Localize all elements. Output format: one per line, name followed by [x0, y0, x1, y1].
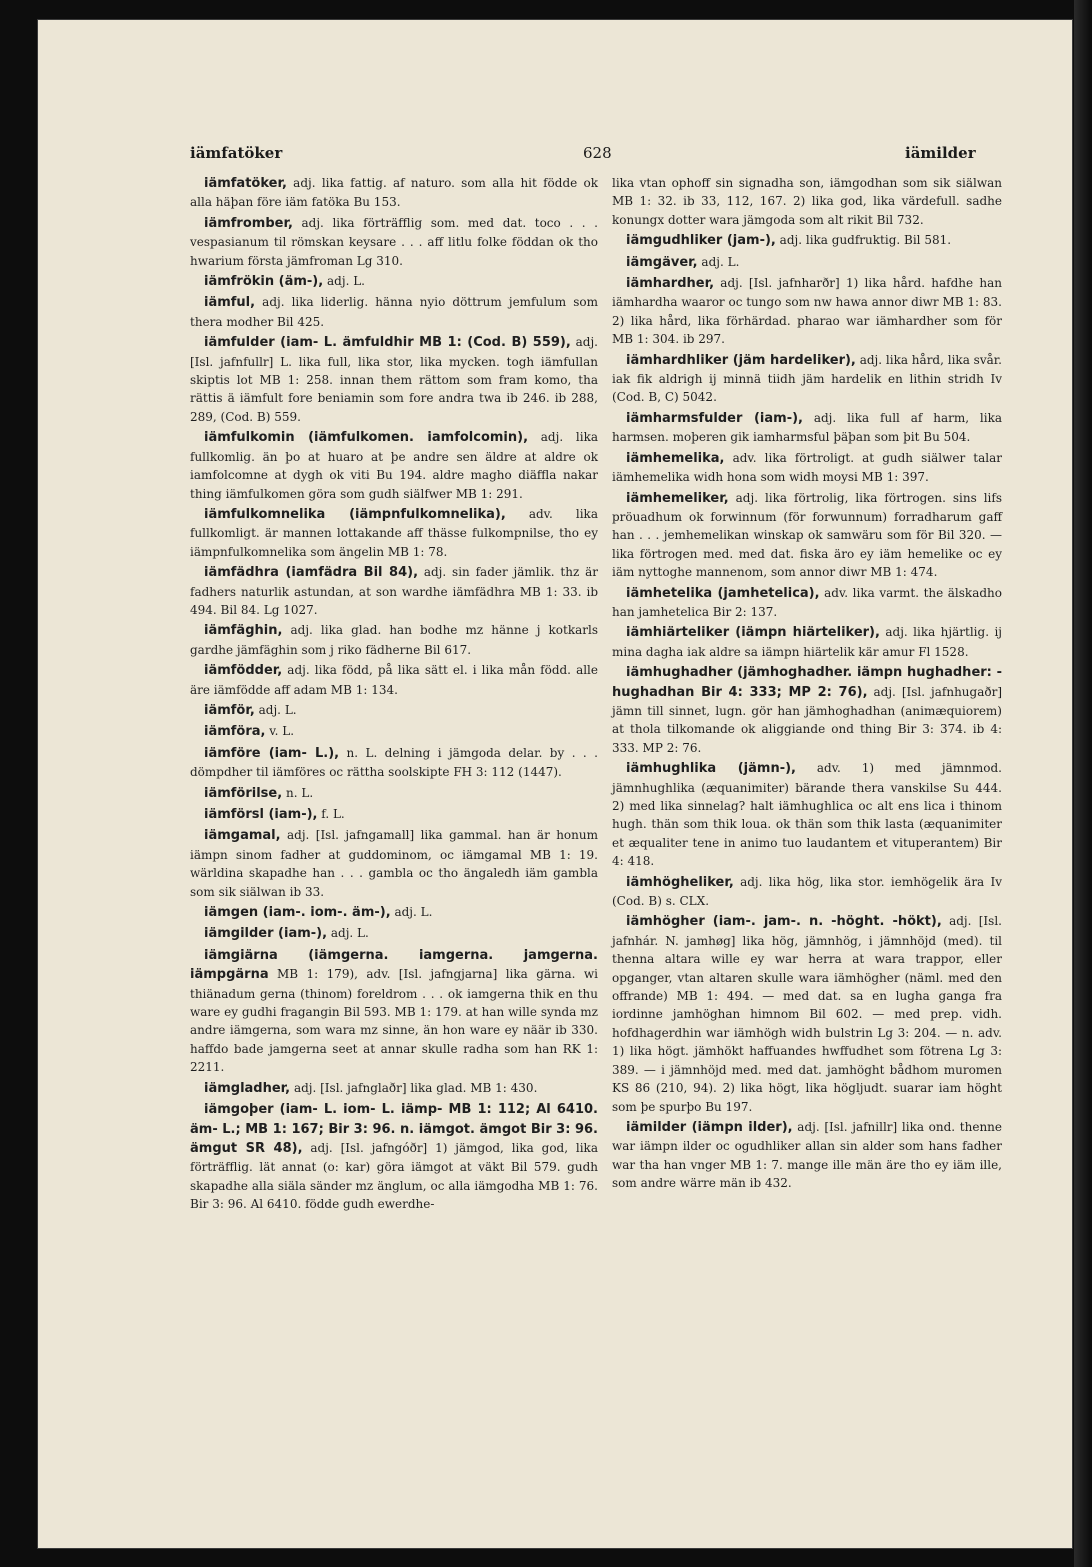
entry-body: adv. lika fullkomligt. är mannen lottakande aff thässe fulkompnilse, tho ey iämpnfulkomnelika som ängelin MB 1: 78.: [190, 506, 598, 559]
dictionary-entry: [190, 428, 598, 503]
entry-headword: iämharmsfulder (iam-),: [626, 410, 803, 426]
dictionary-entry: [612, 231, 1002, 250]
dictionary-entry: [612, 489, 1002, 582]
dictionary-entry: [190, 1079, 598, 1098]
entry-headword: iämfulder (iam- L. ämfuldhir MB 1: (Cod. B) 559),: [204, 335, 571, 351]
entry-headword: iämgäver,: [626, 254, 698, 270]
dictionary-entry: [612, 584, 1002, 622]
entry-body: n. L. delning i jämgoda delar. by . . . dömpdher til iämföres oc rättha soolskipte FH 3: 112 (1447).: [190, 745, 598, 780]
entry-body: f. L.: [317, 807, 345, 821]
entry-headword: iämfulkomnelika (iämpnfulkomnelika),: [204, 506, 506, 522]
entry-headword: iämfulkomin (iämfulkomen. iamfolcomin),: [204, 430, 529, 446]
dictionary-entry: [190, 946, 598, 1077]
entry-body: adv. lika varmt. the älskadho han jamhetelica Bir 2: 137.: [612, 585, 1002, 619]
entry-body: adj. sin fader jämlik. thz är fadhers naturlik astundan, at son wardhe iämfädhra MB 1: 33. ib 494. Bil 84. Lg 1027.: [190, 565, 598, 617]
entry-headword: iämgladher,: [204, 1080, 291, 1096]
dictionary-entry: [190, 805, 598, 824]
entry-body: adj. [Isl. jafnhugaðr] jämn till sinnet, lugn. gör han jämhoghadhan (animæquiorem) at thola tilkomande ok aliggiande ond thing Bir 3: 374. ib 4: 333. MP 2: 76.: [612, 684, 1003, 755]
entry-body: adj. L.: [327, 926, 369, 941]
entry-headword: iämgiärna (iämgerna. iamgerna. jamgerna. iämpgärna: [190, 947, 598, 983]
dictionary-entry: [190, 701, 598, 720]
dictionary-entry: [190, 293, 598, 331]
entry-headword: iämful,: [204, 295, 256, 311]
dictionary-entry: [190, 744, 598, 782]
entry-body: MB 1: 179), adv. [Isl. jafngjarna] lika gärna. wi thiänadum gerna (thinom) foreldrom . . . ok iamgerna thik en thu ware ey gudhi fragangin Bil 593. MB 1: 179. at han wille synda mz andre iämgerna, som wara mz sinne, än hon ware ey näär ib 330. haffdo bade jamgerna seet at annar skulle radha som han RK 1: 2211.: [190, 967, 598, 1075]
dictionary-entry: [612, 409, 1002, 447]
page-header: [0, 144, 1092, 166]
dictionary-entry: [190, 505, 598, 561]
entry-body: adj. [Isl. jafnharðr] 1) lika hård. hafdhe han iämhardha waaror oc tungo som nw hawa annor diwr MB 1: 83. 2) lika hård, lika förhärdad. pharao war iämhardher som för MB 1: 304. ib 297.: [612, 276, 1002, 347]
entry-body: adj. lika hård, lika svår. iak fik aldrigh ij minnä tiidh jäm hardelik en lithin stridh Iv (Cod. B, C) 5042.: [612, 352, 1002, 405]
dark-scan-border: [1074, 0, 1092, 1567]
entry-body: adj. lika hjärtlig. ij mina dagha iak aldre sa iämpn hiärtelik kär amur Fl 1528.: [612, 625, 1002, 659]
entry-headword: iämhemeliker,: [626, 490, 729, 506]
entry-headword: iämhiärteliker (iämpn hiärteliker),: [626, 625, 880, 641]
entry-body: adj. lika gudfruktig. Bil 581.: [775, 233, 952, 248]
dictionary-entry: [190, 784, 598, 803]
dictionary-entry: [190, 333, 598, 426]
entry-body: adj. L.: [697, 254, 740, 269]
left-column: [190, 174, 598, 1216]
entry-headword: iämhughadher (jämhoghadher. iämpn hughadher: -hughadhan Bir 4: 333; MP 2: 76),: [612, 665, 1002, 700]
dictionary-entry: [612, 174, 1002, 229]
entry-headword: iämhughlika (jämn-),: [626, 761, 796, 777]
entry-body: adj. lika fullkomlig. än þo at huaro at þe andre sen äldre at aldre ok iamfolcomne at dygh ok viti Bu 194. aldre magho diäffla nakar thing iämfulkomen göra som gudh siälfwer MB 1: 291.: [190, 430, 598, 501]
dictionary-entry: [190, 722, 598, 741]
entry-headword: iämförilse,: [204, 785, 283, 801]
entry-body: adj. L.: [254, 702, 297, 717]
dictionary-entry: [190, 621, 598, 659]
entry-headword: iämhemelika,: [626, 450, 725, 466]
entry-headword: iämföra,: [204, 724, 266, 740]
entry-body: adj. [Isl. jafngamall] lika gammal. han är honum iämpn sinom fadher at guddominom, oc iämgamal MB 1: 19. wärldina skapadhe han . . . gambla oc tho ängaledh iäm gambla som sik siälwan ib 33.: [190, 828, 598, 899]
entry-headword: iämfatöker,: [204, 176, 287, 191]
dictionary-entry: [612, 253, 1002, 272]
entry-body: adj. lika född, på lika sätt el. i lika mån född. alle äre iämfödde aff adam MB 1: 134.: [190, 663, 598, 697]
entry-body: adj. lika förtrolig, lika förtrogen. sins lifs pröuadhum ok forwinnum (för forwunnum) forradharum gaff han . . . jemhemelikan winskap ok samwäru som för Bil 320. — lika förtrogen med. med dat. fiska äro ey iäm hemelike oc ey iäm nyttoghe mannenom, som annor diwr MB 1: 474.: [612, 490, 1002, 580]
dictionary-entry: [612, 449, 1002, 487]
dictionary-entry: [612, 274, 1002, 349]
entry-headword: iämilder (iämpn ilder),: [626, 1119, 793, 1135]
dictionary-entry: [190, 826, 598, 901]
dictionary-entry: [190, 272, 598, 291]
entry-headword: iämfäghin,: [204, 623, 283, 639]
running-head-right: iämilder: [905, 144, 976, 162]
entry-headword: iämfrökin (äm-),: [204, 274, 324, 290]
entry-headword: iämgoþer (iam- L. iom- L. iämp- MB 1: 112; Al 6410. äm- L.; MB 1: 167; Bir 3: 96. n. iämgot. ämgot Bir 3: 96. ämgut SR 48),: [190, 1102, 598, 1156]
entry-body: adj. [Isl. jafnfullr] L. lika full, lika stor, lika mycken. togh iämfullan skiptis lot MB 1: 258. innan them rättom som fram komo, tha rättis ä iämfult fore beniamin som fore andra twa ib 246. ib 288, 289, (Cod. B) 559.: [190, 335, 598, 424]
dictionary-entry: [190, 903, 598, 922]
entry-body: adv. 1) med jämnmod. jämnhughlika (æquanimiter) bärande thera vanskilse Su 444. 2) med lika sinnelag? halt iämhughlica oc alt ens lica i thinom hugh. thän som thik loua. ok thän som thik lasta (æquanimiter et æqualiter tene in animo tuo laudantem et vituperantem) Bir 4: 418.: [612, 761, 1002, 869]
entry-headword: iämför,: [204, 702, 255, 718]
entry-body: adj. lika förträfflig som. med dat. toco . . . vespasianum til römskan keysare . . . aff litlu folke föddan ok tho hwarium första jämfroman Lg 310.: [190, 215, 598, 268]
dictionary-entry: [612, 663, 1002, 757]
dictionary-entry: [612, 351, 1002, 407]
entry-body: adj. [Isl. jafnglaðr] lika glad. MB 1: 430.: [290, 1080, 538, 1095]
entry-body: adj. lika fattig. af naturo. som alla hit födde ok alla häþan före iäm fatöka Bu 153.: [190, 176, 598, 210]
running-head-left: iämfatöker: [190, 144, 283, 162]
dictionary-entry: [612, 759, 1002, 870]
entry-headword: iämgilder (iam-),: [204, 926, 328, 942]
entry-body: adj. [Isl. jafngóðr] 1) jämgod, lika god, lika förträfflig. lät annat (o: kar) göra iämgot at väkt Bil 579. gudh skapadhe alla siäla sänder mz änglum, oc alla iämgodha MB 1: 76. Bir 3: 96. Al 6410. födde gudh ewerdhe-: [190, 1140, 598, 1212]
entry-body: v. L.: [265, 724, 295, 739]
entry-headword: iämhögheliker,: [626, 874, 734, 890]
dictionary-entry: [612, 912, 1002, 1115]
entry-headword: iämfromber,: [204, 215, 293, 231]
right-column: [612, 174, 1002, 1195]
entry-headword: iämgamal,: [204, 828, 281, 844]
entry-body: adj. lika glad. han bodhe mz hänne j kotkarls gardhe jämfäghin som j riko fädherne Bil 617.: [190, 623, 598, 657]
entry-body: adj. lika hög, lika stor. iemhögelik ära Iv (Cod. B) s. CLX.: [612, 874, 1002, 909]
entry-body: lika vtan ophoff sin signadha son, iämgodhan som sik siälwan MB 1: 32. ib 33, 112, 167. 2) lika god, lika värdefull. sadhe konungx dotter wara jämgoda som alt rikit Bil 732.: [612, 176, 1002, 227]
dictionary-entry: [612, 873, 1002, 911]
entry-headword: iämförsl (iam-),: [204, 807, 318, 822]
entry-headword: iämhögher (iam-. jam-. n. -höght. -hökt),: [626, 914, 942, 930]
entry-headword: iämfädhra (iamfädra Bil 84),: [204, 565, 419, 581]
entry-headword: iämgen (iam-. iom-. äm-),: [204, 905, 391, 921]
dictionary-entry: [190, 174, 598, 212]
entry-headword: iämfödder,: [204, 663, 283, 679]
entry-body: adj. [Isl. jafnhár. N. jamhøg] lika hög, jämnhög, i jämnhöjd (med). til thenna altara wille ey war herra at wara trappor, eller opganger, vtan altaren skulle wara iämhögher (näml. med den offrande) MB 1: 494. — med dat. sa en lugha ganga fra iordinne jamhöghan himnom Bil 602. — med prep. vidh. hofdhagerdhin war iämhögh widh bulstrin Lg 3: 204. — n. adv. 1) lika högt. jämhökt haffuandes hwffudhet som fötrena Lg 3: 389. — i jämnhöjd med. med dat. jamhöght bådhom muromen KS 86 (210, 94). 2) lika högt, lika högljudt. suarar iam höght som þe spurþo Bu 197.: [612, 914, 1002, 1114]
page-number: 628: [583, 144, 612, 162]
entry-headword: iämhardhliker (jäm hardeliker),: [626, 352, 856, 368]
entry-headword: iämgudhliker (jam-),: [626, 233, 776, 249]
entry-body: adj. L.: [390, 905, 433, 920]
entry-body: adj. lika liderlig. hänna nyio döttrum jemfulum som thera modher Bil 425.: [190, 295, 598, 329]
dictionary-entry: [190, 214, 598, 270]
dictionary-entry: [190, 924, 598, 943]
entry-headword: iämföre (iam- L.),: [204, 745, 340, 761]
entry-body: adj. lika full af harm, lika harmsen. moþeren gik iamharmsful þäþan som þit Bu 504.: [612, 410, 1002, 445]
dictionary-entry: [612, 1118, 1002, 1193]
dictionary-entry: [612, 623, 1002, 661]
dictionary-entry: [190, 661, 598, 699]
entry-body: adj. L.: [323, 274, 365, 289]
entry-headword: iämhardher,: [626, 276, 715, 292]
dictionary-entry: [190, 563, 598, 619]
entry-body: adv. lika förtroligt. at gudh siälwer talar iämhemelika widh hona som widh moysi MB 1: 397.: [612, 450, 1002, 485]
entry-body: adj. [Isl. jafnillr] lika ond. thenne war iämpn ilder oc ogudhliker allan sin alder som hans fadher war tha han vnger MB 1: 7. mange ille män äre tho ey iäm ille, som andre wärre män ib 432.: [612, 1119, 1003, 1191]
entry-body: n. L.: [282, 785, 314, 800]
dictionary-entry: [190, 1100, 598, 1213]
entry-headword: iämhetelika (jamhetelica),: [626, 585, 820, 601]
